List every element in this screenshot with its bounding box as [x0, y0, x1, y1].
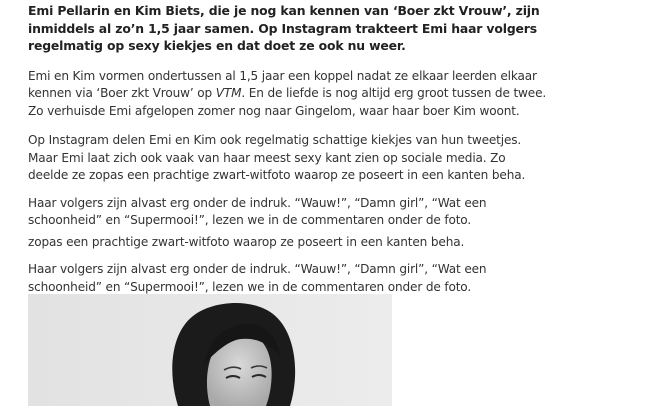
- article-lead: Emi Pellarin en Kim Biets, die je nog kan kennen van ‘Boer zkt Vrouw’, zijn inmiddels al zo’n 1,5 jaar samen. Op Instagram trakteert Emi haar volgers regelmatig op sexy kiekjes en dat doet ze ook nu weer.: [28, 3, 540, 53]
- channel-name: VTM: [215, 86, 242, 100]
- paragraph-4: zopas een prachtige zwart-witfoto waarop ze poseert in een kanten beha.: [28, 234, 465, 249]
- article-photo: [28, 294, 392, 406]
- article-body: [28, 0, 548, 296]
- paragraph-1-text-start: Emi en Kim vormen ondertussen al 1,5 jaar een koppel nadat ze elkaar leerden elkaar kennen via ‘Boer zkt Vrouw’ op: [28, 68, 537, 100]
- paragraph-5: Haar volgers zijn alvast erg onder de indruk. “Wauw!”, “Damn girl”, “Wat een schoonheid” en “Supermooi!”, lezen we in de commentaren onder de foto.: [28, 262, 487, 294]
- portrait-image: [28, 294, 392, 406]
- paragraph-1-text-end: . En de liefde is nog altijd erg groot tussen de twee. Zo verhuisde Emi afgelopen zomer nog naar Gingelom, waar haar boer Kim woont.: [28, 86, 547, 118]
- paragraph-2: Op Instagram delen Emi en Kim ook regelmatig schattige kiekjes van hun tweetjes. Maar Emi laat zich ook vaak van haar meest sexy kant zien op sociale media. Zo deelde ze zopas een prachtige zwart-witfoto waarop ze poseert in een kanten beha.: [28, 133, 526, 182]
- paragraph-1: [28, 68, 548, 121]
- paragraph-3: Haar volgers zijn alvast erg onder de indruk. “Wauw!”, “Damn girl”, “Wat een schoonheid” en “Supermooi!”, lezen we in de commentaren onder de foto.: [28, 195, 487, 227]
